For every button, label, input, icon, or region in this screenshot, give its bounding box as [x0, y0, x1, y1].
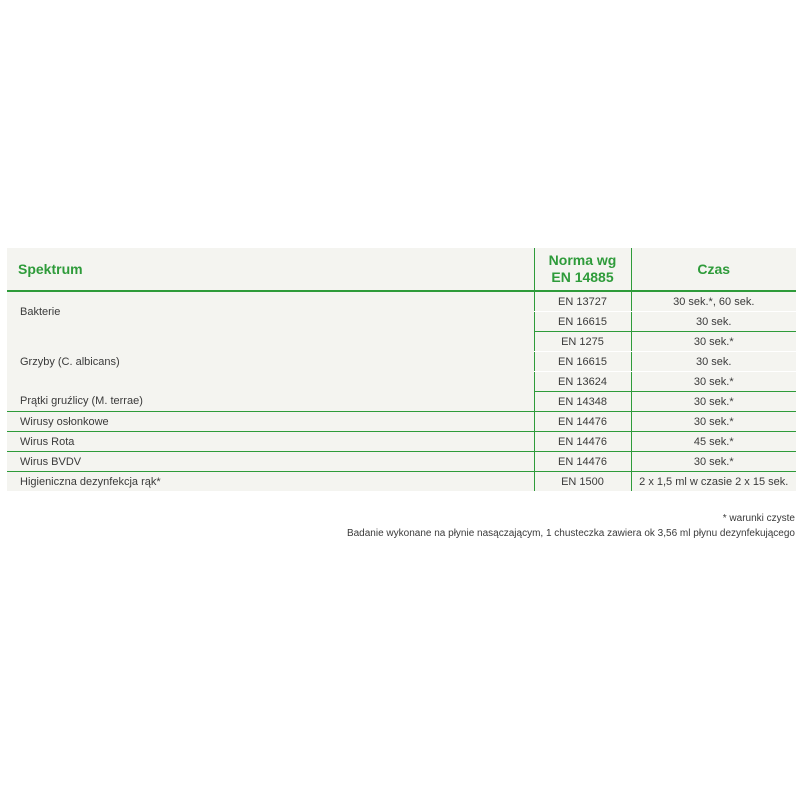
norm-cell: EN 14476 — [534, 432, 631, 452]
spectrum-table — [7, 248, 796, 491]
time-cell: 45 sek.* — [631, 432, 796, 452]
norm-cell: EN 14348 — [534, 392, 631, 412]
norm-cell: EN 14476 — [534, 412, 631, 432]
table-row — [7, 412, 796, 432]
time-cell: 30 sek. — [631, 312, 796, 332]
header-norm-line2: EN 14885 — [551, 269, 614, 285]
time-cell: 30 sek.* — [631, 372, 796, 392]
time-cell: 30 sek.*, 60 sek. — [631, 291, 796, 312]
time-cell: 30 sek.* — [631, 392, 796, 412]
norm-cell: EN 1275 — [534, 332, 631, 352]
norm-cell: EN 16615 — [534, 352, 631, 372]
header-norm-line1: Norma wg — [548, 252, 617, 268]
time-cell: 30 sek.* — [631, 332, 796, 352]
spectrum-table-container — [7, 248, 796, 491]
norm-cell: EN 16615 — [534, 312, 631, 332]
table-body — [7, 291, 796, 491]
table-header-row — [7, 248, 796, 291]
norm-cell: EN 13727 — [534, 291, 631, 312]
footnote-conditions: * warunki czyste — [722, 513, 795, 524]
spectrum-cell: Wirus BVDV — [7, 452, 534, 472]
table-row — [7, 432, 796, 452]
spectrum-cell: Bakterie — [7, 291, 534, 332]
norm-cell: EN 13624 — [534, 372, 631, 392]
spectrum-cell: Higieniczna dezynfekcja rąk* — [7, 472, 534, 492]
norm-cell: EN 14476 — [534, 452, 631, 472]
table-row — [7, 332, 796, 352]
spectrum-cell: Wirusy osłonkowe — [7, 412, 534, 432]
table-row — [7, 392, 796, 412]
footnotes — [347, 511, 795, 541]
table-row — [7, 472, 796, 492]
spectrum-cell: Grzyby (C. albicans) — [7, 332, 534, 392]
header-time: Czas — [631, 248, 796, 291]
spectrum-cell: Wirus Rota — [7, 432, 534, 452]
time-cell: 30 sek.* — [631, 452, 796, 472]
header-norm — [534, 248, 631, 291]
time-cell: 30 sek.* — [631, 412, 796, 432]
time-cell: 30 sek. — [631, 352, 796, 372]
table-row — [7, 452, 796, 472]
time-cell: 2 x 1,5 ml w czasie 2 x 15 sek. — [631, 472, 796, 492]
footnote-study: Badanie wykonane na płynie nasączającym, 1 chusteczka zawiera ok 3,56 ml płynu dezynfekującego — [346, 528, 795, 539]
header-spectrum: Spektrum — [7, 248, 534, 291]
norm-cell: EN 1500 — [534, 472, 631, 492]
table-row — [7, 291, 796, 312]
spectrum-cell: Prątki gruźlicy (M. terrae) — [7, 392, 534, 412]
